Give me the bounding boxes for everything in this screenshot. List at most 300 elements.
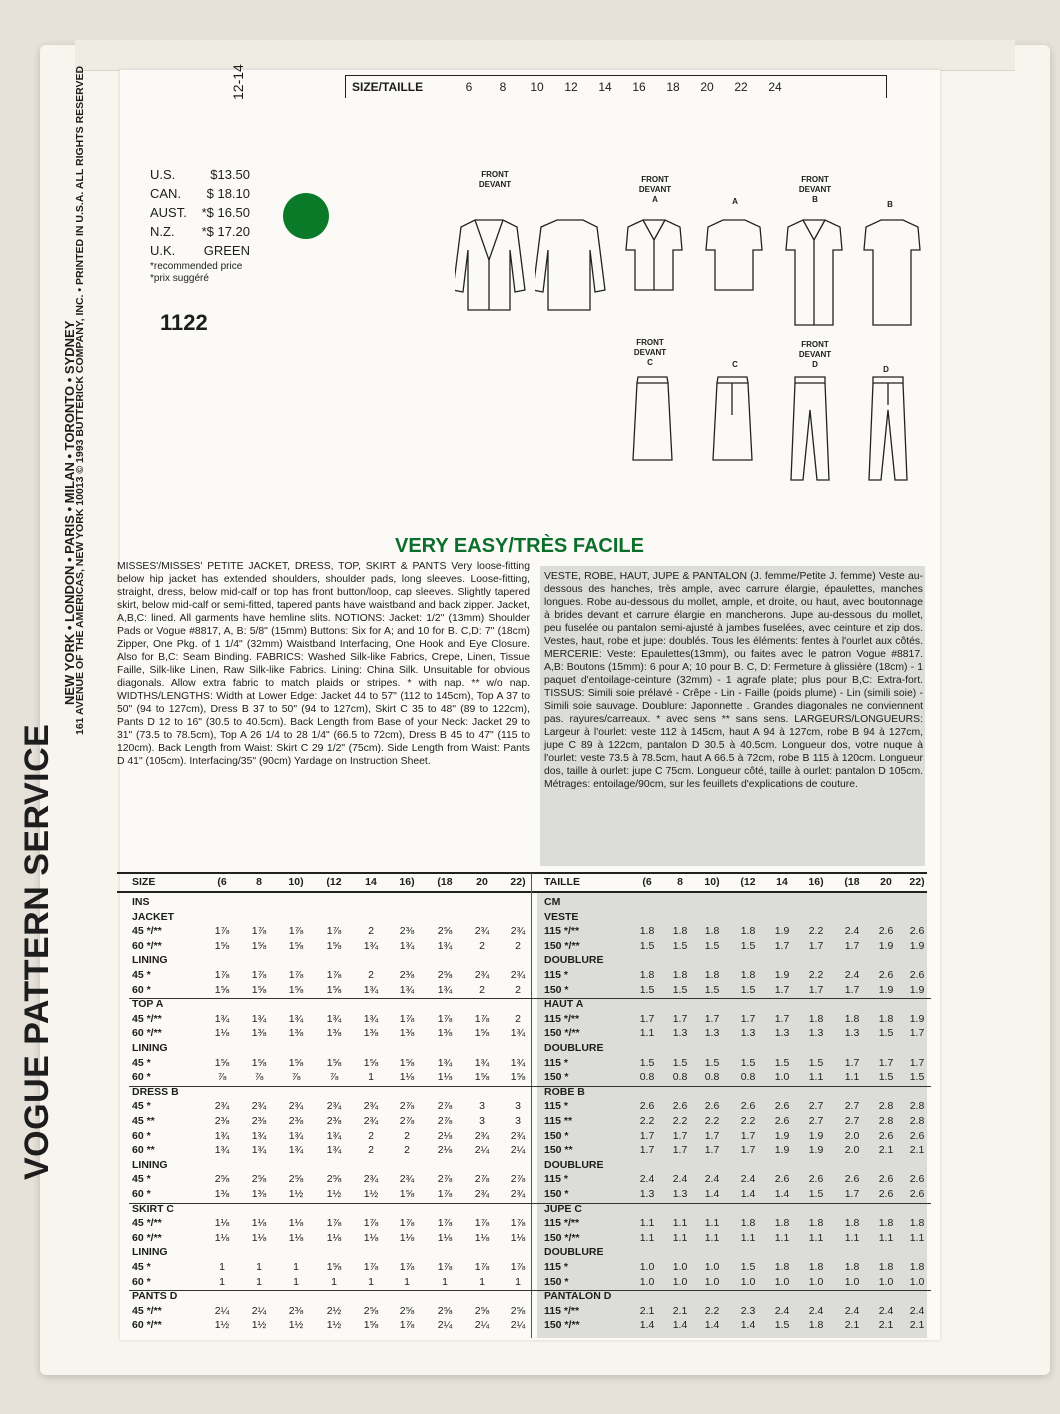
yardage-fr-cell: 1.5 [740,1056,756,1069]
yardage-fr-cell: 1.7 [774,983,790,996]
yardage-en-cell: 2⅜ [326,1115,342,1127]
yardage-en-row-label: 60 */** [132,1319,162,1332]
yardage-en-cell: 2⅜ [288,1115,304,1127]
yardage-fr-header-size: 8 [677,876,683,888]
yardage-fr-cell: 1.5 [878,1027,894,1040]
yardage-fr-cell: 1.7 [704,1012,720,1025]
yardage-fr-row-label: VESTE [544,910,579,923]
yardage-fr-section-rule [541,1203,931,1204]
yardage-fr-cell: 1.7 [639,1144,655,1157]
yardage-fr-cell: 1.7 [844,939,860,952]
yardage-en-row-label: 60 ** [132,1144,155,1157]
front-devant-label: FRONT DEVANT [478,170,512,189]
description-fr: VESTE, ROBE, HAUT, JUPE & PANTALON (J. femme/Petite J. femme) Veste au-dessous des hanches, très ample, avec carrure élargie, épaulettes, manches longues. Robe au-dessous du mollet, ample, et droite, ou haut, avec boutonnage à brides devant et carrure élargie en mancherons. Jupe au-dessous du mollet, peu fuselée ou pantalon semi-ajusté à jambes fuselées, avec ceinture et zip dos. Vestes, haut, robe et jupe: doublés. Tous les éléments: fentes à l'ourlet aux côtés. MERCERIE: Veste: Epaulettes(13mm), ou faites avec le patron Vogue #8817. A,B: Boutons (15mm): 6 pour A; 10 pour B. C, D: Fermeture à glissière (18cm) - 1 paquet d'entoilage-ceinture (32mm) - 1 agrafe plate; plus pour B,C: Extra-fort. TISSUS: Simili soie prélavé - Crêpe - Lin - Faille (poids plume) - Lin (simili soie) - Simili soie sauvage. Doublure: Japonnette . Grandes diagonales ne conviennent pas. rayures/carreaux. * avec sens ** sans sens. LARGEURS/LONGUEURS: Largeur à l'ourlet: veste 112 à 145cm, haut A 94 à 127cm, robe B 94 à 127cm, jupe C 89 à 122cm, pantalon D 30.5 à 40.5cm. Longueur dos, votre nuque à l'ourlet: veste 73.5 à 78.5cm, haut A 66.5 à 72cm, robe B 115 à 120cm. Longueur dos, taille à ourlet: jupe C 75cm. Longueur côté, taille à ourlet: pantalon D 105cm. Métrages: entoilage/90cm, sur les feuillets d'explications de couture. [540,566,925,866]
yardage-fr-cell: 2.4 [844,969,860,981]
yardage-en-cell: 2 [479,939,485,952]
yardage-en-row-label: TOP A [132,998,164,1011]
price-block [150,165,250,284]
yardage-en-cell: 1¾ [510,1056,526,1069]
yardage-en-cell: 1⅞ [399,1012,415,1025]
yardage-en-cell: 2⅝ [326,1173,342,1186]
yardage-en-cell: 2⅝ [363,1304,379,1317]
brand-cities: NEW YORK • LONDON • PARIS • MILAN • TORONTO • SYDNEY [62,320,77,705]
yardage-fr-cell: 2.6 [909,969,925,981]
yardage-fr-cell: 1.7 [639,1129,655,1142]
yardage-en-cell: 2⅝ [437,969,453,981]
yardage-fr-cell: 0.8 [740,1071,756,1084]
pants-d-back-sketch [863,375,913,485]
price-row [150,203,250,222]
yardage-fr-cell: 2.7 [808,1115,824,1127]
yardage-fr-cell: 2.2 [672,1115,688,1127]
yardage-fr-cell: 2.6 [878,1129,894,1142]
yardage-fr-cell: 1.5 [808,1188,824,1200]
yardage-en-cell: 1⅝ [326,983,342,996]
yardage-en-row-label: 45 */** [132,1304,162,1317]
yardage-fr-cell: 2.1 [878,1144,894,1157]
pants-d-back-label: D [883,365,889,374]
yardage-en-cell: 1⅞ [437,1012,453,1025]
yardage-fr-cell: 1.8 [844,1012,860,1025]
yardage-en-row-label: SKIRT C [132,1202,174,1215]
yardage-en-cell: 1⅜ [363,1027,379,1040]
yardage-en-cell: 3 [515,1100,521,1113]
yardage-en-cell: 1⅛ [214,1027,230,1040]
yardage-en-cell: 2⅛ [437,1144,453,1157]
yardage-en-cell: 1⅝ [251,1056,267,1069]
yardage-fr-cell: 2.6 [740,1100,756,1113]
yardage-fr-cell: 2.4 [808,1304,824,1317]
yardage-fr-cell: 1.8 [639,925,655,938]
yardage-en-cell: 1⅞ [510,1261,526,1273]
yardage-fr-cell: 1.1 [704,1231,720,1244]
size-bar-size: 18 [666,80,680,94]
yardage-fr-row-label: 115 ** [544,1115,573,1127]
yardage-en-cell: 1¾ [214,1012,230,1025]
yardage-fr-cell: 1.9 [878,939,894,952]
size-bar-size: 22 [734,80,748,94]
yardage-fr-cell: 1.9 [774,969,790,981]
yardage-fr-row-label: 150 */** [544,1231,580,1244]
yardage-en-cell: 2¼ [510,1144,526,1157]
yardage-en-cell: 1⅛ [399,1231,415,1244]
yardage-en-cell: 1¾ [214,1129,230,1142]
yardage-fr-cell: 2.4 [740,1173,756,1186]
yardage-en-cell: 2¼ [437,1319,453,1332]
yardage-en-cell: 1⅜ [251,1188,267,1200]
size-bar-size: 8 [499,80,507,94]
yardage-fr-cell: 2.1 [878,1319,894,1332]
yardage-fr-cell: 1.9 [909,939,925,952]
yardage-en-cell: 1¾ [251,1129,267,1142]
yardage-en-cell: 2⅝ [474,1304,490,1317]
yardage-en-cell: 2½ [326,1304,342,1317]
yardage-fr-cell: 2.2 [639,1115,655,1127]
yardage-en-cell: 1⅝ [510,1071,526,1084]
yardage-fr-header-label: TAILLE [544,876,580,888]
yardage-en-cell: 1 [479,1275,485,1288]
yardage-fr-cell: 2.4 [672,1173,688,1186]
yardage-en-cell: 1½ [326,1188,342,1200]
yardage-fr-cell: 1.1 [909,1231,925,1244]
yardage-fr-row-label: DOUBLURE [544,1158,604,1171]
yardage-fr-header-size: 20 [880,876,892,888]
yardage-en-cell: 2⅛ [437,1129,453,1142]
yardage-en-cell: 1⅞ [326,925,342,938]
yardage-fr-cell: 1.4 [704,1319,720,1332]
yardage-en-row-label: 45 * [132,1261,151,1273]
yardage-fr-cell: 1.9 [808,1129,824,1142]
yardage-fr-cell: 2.6 [672,1100,688,1113]
yardage-fr-cell: 1.4 [704,1188,720,1200]
yardage-en-cell: 2⅝ [288,1173,304,1186]
pants-d-front-label: FRONT DEVANT D [798,340,832,369]
yardage-en-cell: 1½ [363,1188,379,1200]
yardage-fr-cell: 2.6 [774,1173,790,1186]
yardage-en-cell: 2⅝ [510,1304,526,1317]
yardage-fr-cell: 2.7 [844,1100,860,1113]
yardage-en-cell: 2⅞ [399,1115,415,1127]
yardage-en-cell: 2⅜ [251,1115,267,1127]
price-value: $ 18.10 [206,186,250,201]
yardage-fr-cell: 2.2 [808,969,824,981]
yardage-en-cell: 2¾ [399,1173,415,1186]
yardage-en-cell: 2¾ [363,1173,379,1186]
yardage-fr-cell: 1.4 [639,1319,655,1332]
yardage-en-cell: 1¾ [363,1012,379,1025]
yardage-en-cell: 2¾ [363,1115,379,1127]
yardage-fr-cell: 2.6 [639,1100,655,1113]
yardage-fr-cell: 1.7 [844,1188,860,1200]
yardage-fr-cell: 1.1 [672,1231,688,1244]
yardage-en-cell: 2⅝ [251,1173,267,1186]
yardage-en-cell: 2 [368,1144,374,1157]
yardage-fr-row-label: 115 * [544,1100,568,1113]
yardage-en-row-label: 45 ** [132,1115,155,1127]
yardage-en-row-label: 45 */** [132,1217,162,1230]
yardage-fr-cell: 1.1 [639,1027,655,1040]
yardage-fr-cell: 1.8 [740,969,756,981]
yardage-en-cell: 1⅛ [437,1231,453,1244]
yardage-en-cell: 1 [404,1275,410,1288]
yardage-en-row-label: LINING [132,1246,168,1259]
yardage-en-cell: 2 [404,1129,410,1142]
yardage-fr-cell: 0.8 [704,1071,720,1084]
yardage-fr-cell: 2.8 [909,1115,925,1127]
yardage-fr-cell: 1.8 [844,1261,860,1273]
yardage-en-cell: ⅞ [329,1071,339,1084]
yardage-fr-cell: 1.7 [844,983,860,996]
yardage-fr-cell: 1.0 [639,1275,655,1288]
yardage-en-cell: 2¼ [510,1319,526,1332]
yardage-en-cell: 1¾ [288,1012,304,1025]
yardage-fr-cell: 1.1 [704,1217,720,1230]
yardage-en-cell: 1½ [251,1319,267,1332]
yardage-fr-cell: 1.5 [672,983,688,996]
top-a-front-label: FRONT DEVANT A [638,175,672,204]
green-color-swatch [283,193,329,239]
yardage-fr-cell: 1.8 [808,1217,824,1230]
yardage-fr-cell: 2.7 [844,1115,860,1127]
yardage-fr-cell: 2.8 [878,1115,894,1127]
yardage-en-cell: 1⅝ [288,983,304,996]
yardage-en-header-size: 8 [256,876,262,888]
yardage-en-cell: 2 [479,983,485,996]
yardage-fr-cell: 2.4 [878,1304,894,1317]
yardage-fr-cell: 1.0 [704,1261,720,1273]
yardage-en-cell: 1⅞ [326,969,342,981]
yardage-fr-cell: 1.1 [639,1217,655,1230]
yardage-en-cell: 2¾ [510,969,526,981]
yardage-en-cell: 1⅞ [437,1188,453,1200]
price-note-en: *recommended price [150,261,243,272]
yardage-fr-cell: 1.7 [844,1056,860,1069]
yardage-fr-cell: 1.7 [774,1012,790,1025]
yardage-fr-header-size: 14 [776,876,788,888]
yardage-en-cell: 1⅝ [363,1319,379,1332]
yardage-fr-cell: 2.6 [909,1173,925,1186]
yardage-fr-cell: 1.7 [740,1129,756,1142]
yardage-fr-row-label: 150 * [544,1129,569,1142]
yardage-en-cell: 2¾ [474,969,490,981]
yardage-fr-cell: 2.4 [844,925,860,938]
yardage-en-cell: 1⅛ [437,1071,453,1084]
yardage-en-cell: 1⅝ [326,1056,342,1069]
price-region: U.S. [150,167,176,182]
yardage-fr-cell: 1.9 [909,1012,925,1025]
yardage-fr-cell: 1.1 [844,1071,860,1084]
yardage-en-cell: 1 [256,1261,262,1273]
yardage-fr-row-label: CM [544,896,561,908]
size-bar-size: 12 [564,80,578,94]
yardage-fr-cell: 1.8 [909,1261,925,1273]
yardage-en-cell: 1⅞ [474,1012,490,1025]
yardage-en-row-label: 60 * [132,1188,151,1200]
yardage-fr-cell: 1.5 [740,1261,756,1273]
yardage-fr-cell: 1.1 [639,1231,655,1244]
yardage-en-row-label: 60 * [132,1129,151,1142]
yardage-en-cell: 1⅝ [288,939,304,952]
yardage-fr-cell: 1.1 [844,1231,860,1244]
yardage-en-cell: 1⅞ [437,1217,453,1230]
yardage-en-cell: 2¾ [510,1188,526,1200]
yardage-fr-row-label: 115 * [544,969,568,981]
yardage-fr-cell: 1.8 [774,1217,790,1230]
yardage-fr-cell: 1.5 [672,939,688,952]
yardage-fr-cell: 2.1 [672,1304,688,1317]
dress-b-front-sketch [785,215,845,330]
yardage-en-cell: 1 [442,1275,448,1288]
yardage-en-row-label: 45 * [132,1173,151,1186]
yardage-fr-row-label: 150 * [544,1188,569,1200]
yardage-en-cell: 1¾ [251,1012,267,1025]
yardage-en-row-label: JACKET [132,910,175,923]
yardage-fr-section-rule [541,998,931,999]
yardage-en-cell: 2¾ [510,925,526,938]
yardage-en-cell: 2⅝ [214,1173,230,1186]
yardage-fr-cell: 1.0 [740,1275,756,1288]
yardage-en-cell: 1⅛ [288,1231,304,1244]
yardage-en-row-label: LINING [132,954,168,967]
yardage-fr-cell: 1.8 [672,969,688,981]
difficulty-title: VERY EASY/TRÈS FACILE [395,535,644,557]
yardage-en-section-rule [129,1086,541,1087]
yardage-en-cell: 1⅛ [510,1231,526,1244]
yardage-en-row-label: 60 * [132,1275,151,1288]
pattern-number: 1122 [160,310,208,335]
yardage-fr-cell: 1.3 [740,1027,756,1040]
yardage-en-cell: 1⅛ [251,1231,267,1244]
yardage-fr-cell: 1.9 [774,925,790,938]
yardage-fr-row-label: HAUT A [544,998,584,1011]
yardage-en-row-label: PANTS D [132,1290,178,1303]
yardage-en-cell: 2¾ [510,1129,526,1142]
yardage-en-cell: 1⅝ [399,1188,415,1200]
yardage-fr-cell: 1.0 [774,1071,790,1084]
jacket-front-sketch [455,215,530,315]
yardage-en-cell: 2⅜ [288,1304,304,1317]
yardage-en-header-size: 10) [288,876,304,888]
yardage-fr-row-label: 115 */** [544,1304,580,1317]
yardage-en-cell: 1⅞ [399,1261,415,1273]
yardage-en-cell: 1 [219,1261,225,1273]
yardage-fr-row-label: PANTALON D [544,1290,612,1303]
yardage-en-cell: 2⅝ [437,925,453,938]
yardage-en-cell: 1 [256,1275,262,1288]
yardage-en-cell: 1⅞ [474,1217,490,1230]
yardage-fr-cell: 0.8 [672,1071,688,1084]
yardage-en-header-size: (12 [326,876,342,888]
size-bar-size: 20 [700,80,714,94]
yardage-fr-cell: 1.8 [639,969,655,981]
size-bar-label: SIZE/TAILLE [352,80,424,94]
yardage-fr-cell: 2.1 [844,1319,860,1332]
yardage-fr-cell: 1.8 [704,925,720,938]
yardage-fr-row-label: 115 */** [544,925,580,938]
yardage-en-cell: 2⅞ [437,1100,453,1113]
top-a-front-sketch [625,215,685,295]
yardage-fr-row-label: 115 * [544,1261,568,1273]
yardage-en-section-rule [129,1290,541,1291]
price-note-fr: *prix suggéré [150,273,209,284]
skirt-c-front-label: FRONT DEVANT C [633,338,667,367]
yardage-fr-cell: 1.0 [844,1275,860,1288]
yardage-fr-cell: 2.6 [774,1100,790,1113]
yardage-fr-cell: 2.6 [844,1173,860,1186]
yardage-fr-cell: 1.5 [740,983,756,996]
yardage-en-cell: 1½ [288,1319,304,1332]
yardage-en-row-label: 45 */** [132,1012,162,1025]
yardage-fr-cell: 1.9 [774,1129,790,1142]
yardage-en-cell: 1⅛ [288,1217,304,1230]
yardage-en-cell: 2¾ [251,1100,267,1113]
yardage-en-cell: 2⅝ [437,1304,453,1317]
yardage-en-cell: 1⅛ [326,1231,342,1244]
yardage-en-cell: 2¾ [214,1100,230,1113]
yardage-en-cell: 2¾ [474,1129,490,1142]
yardage-en-section-rule [129,998,541,999]
yardage-en-cell: 1 [331,1275,337,1288]
yardage-en-cell: 1½ [214,1319,230,1332]
yardage-en-cell: 2¾ [474,925,490,938]
size-bar-size: 16 [632,80,646,94]
yardage-en-cell: 1¾ [288,1129,304,1142]
yardage-fr-row-label: 150 */** [544,1027,580,1040]
top-a-back-label: A [732,197,738,206]
yardage-en-cell: 1⅝ [474,1071,490,1084]
yardage-fr-cell: 1.8 [774,1261,790,1273]
yardage-en-cell: 1⅝ [214,1056,230,1069]
yardage-fr-cell: 2.4 [774,1304,790,1317]
description-en: MISSES'/MISSES' PETITE JACKET, DRESS, TOP, SKIRT & PANTS Very loose-fitting below hip jacket has extended shoulders, shoulder pads, long sleeves. Loose-fitting, straight, dress, below mid-calf or top has front button/loop, cap sleeves. Slightly tapered skirt, below mid-calf or semi-fitted, tapered pants have waistband and back zipper. Jacket, A,B,C: lined. All garments have hemline slits. NOTIONS: Jacket: 1/2" (13mm) Shoulder Pads or Vogue #8817, A, B: 5/8" (15mm) Buttons: Six for A; and 10 for B. C,D: 7" (18cm) Zipper, One Pkg. of 1 1/4" (32mm) Waistband Interfacing, One Hook and Eye Closure. Also for B,C: Seam Binding. FABRICS: Washed Silk-like Fabrics, Crepe, Linen, Tissue Faille, Silk-like Linen, Raw Silk-like Fabrics. Lining: China Silk. Unsuitable for obvious diagonals. Allow extra fabric to match plaids or stripes. * with nap. ** w/o nap. WIDTHS/LENGTHS: Width at Lower Edge: Jacket 44 to 57" (112 to 145cm), Top A 37 to 50" (94 to 127cm), Dress B 37 to 50" (94 to 127cm), Skirt C 35 to 48" (89 to 122cm), Pants D 12 to 16" (30.5 to 40.5cm). Back Length from Base of your Neck: Jacket 29 to 31" (73.5 to 78.5cm), Top A 26 1/4 to 28 1/4" (66.5 to 72cm), Dress B 45 to 47" (115 to 120cm). Back Length from Waist: Skirt C 29 1/2" (75cm). Side Length from Waist: Pants D 41" (105cm). Interfacing/35" (90cm) Yardage on Instruction Sheet. [117,561,530,767]
yardage-fr-cell: 2.2 [808,925,824,938]
price-value: $13.50 [210,167,250,182]
yardage-en-cell: 1 [368,1071,374,1084]
yardage-en-cell: 1⅝ [326,939,342,952]
yardage-en-row-label: 45 */** [132,925,162,938]
yardage-en-cell: 1⅞ [251,925,267,938]
yardage-en-cell: 1⅜ [326,1027,342,1040]
brand-name: VOGUE PATTERN SERVICE [18,723,56,1180]
yardage-en-row-label: 60 */** [132,1027,162,1040]
price-value: GREEN [203,243,250,258]
yardage-en-cell: 2⅞ [474,1173,490,1186]
yardage-en-cell: 1⅝ [288,1056,304,1069]
yardage-en-cell: 3 [479,1100,485,1113]
yardage-en-cell: 2⅞ [437,1115,453,1127]
yardage-en-cell: 1¾ [214,1144,230,1157]
skirt-c-back-label: C [732,360,738,369]
yardage-fr-cell: 1.8 [844,1217,860,1230]
yardage-fr-header-size: (6 [642,876,652,888]
yardage-fr-cell: 1.5 [878,1071,894,1084]
yardage-en-cell: 1⅞ [399,1217,415,1230]
yardage-en-row-label: 45 * [132,969,151,981]
yardage-en-cell: 1⅝ [326,1261,342,1273]
yardage-en-cell: 1¾ [437,983,453,996]
yardage-en-section-rule [129,1203,541,1204]
price-value: *$ 17.20 [201,224,250,239]
yardage-en-cell: 1¾ [326,1012,342,1025]
yardage-fr-cell: 2.6 [808,1173,824,1186]
yardage-en-cell: 2 [368,1129,374,1142]
yardage-fr-cell: 1.8 [672,925,688,938]
yardage-fr-cell: 1.3 [704,1027,720,1040]
yardage-fr-cell: 1.1 [808,1071,824,1084]
yardage-en-cell: 1¾ [326,1144,342,1157]
yardage-en-cell: 1¾ [363,939,379,952]
yardage-fr-cell: 1.8 [704,969,720,981]
yardage-en-cell: 2 [368,925,374,938]
yardage-fr-cell: 1.3 [844,1027,860,1040]
yardage-fr-cell: 1.5 [639,983,655,996]
yardage-en-row-label: 60 */** [132,939,162,952]
yardage-en-row-label: DRESS B [132,1085,179,1098]
yardage-en-cell: 2¼ [474,1319,490,1332]
yardage-en-cell: ⅞ [291,1071,301,1084]
yardage-en-cell: 1⅝ [399,1056,415,1069]
yardage-fr-cell: 2.4 [704,1173,720,1186]
yardage-en-cell: 1 [293,1275,299,1288]
yardage-en-cell: 1⅜ [437,1027,453,1040]
size-bar-size: 6 [465,80,473,94]
yardage-en-cell: 1⅝ [251,939,267,952]
skirt-c-front-sketch [630,375,675,465]
yardage-fr-cell: 1.5 [774,1319,790,1332]
yardage-fr-cell: 1.5 [639,939,655,952]
yardage-fr-cell: 1.5 [704,939,720,952]
yardage-fr-cell: 1.3 [808,1027,824,1040]
